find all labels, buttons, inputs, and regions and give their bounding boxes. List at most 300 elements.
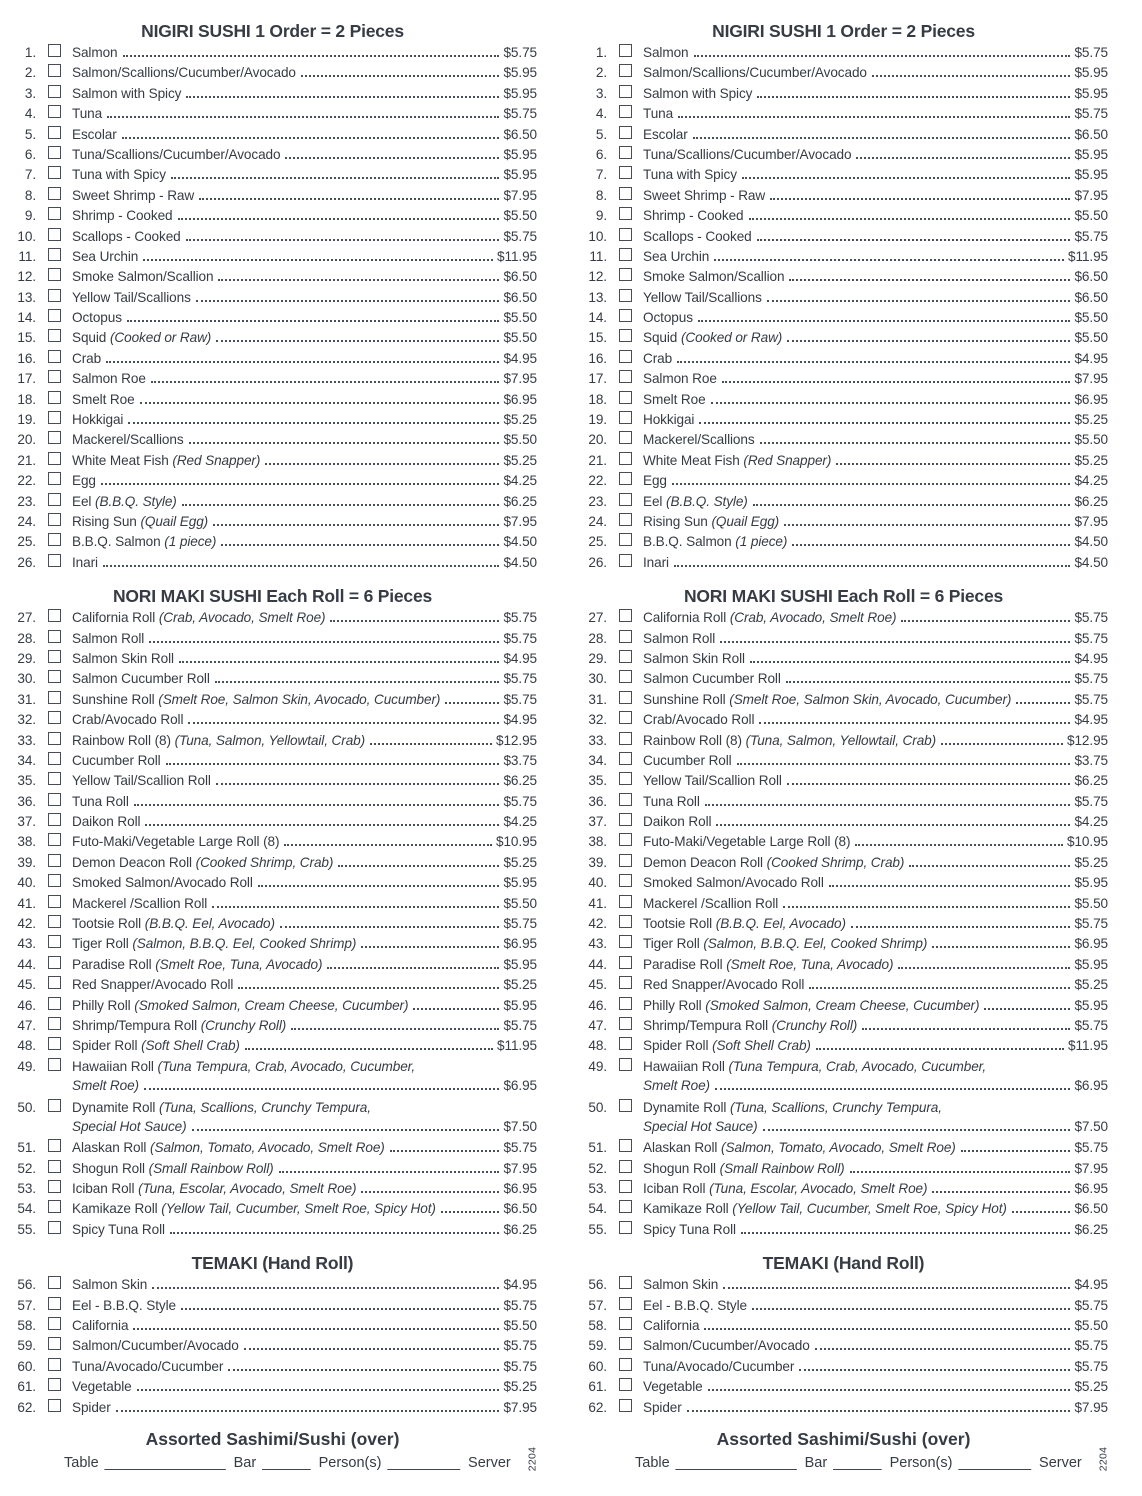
item-checkbox[interactable] — [48, 228, 61, 241]
item-checkbox[interactable] — [48, 874, 61, 887]
item-name: Shrimp - Cooked — [72, 208, 173, 224]
item-checkbox[interactable] — [619, 1276, 632, 1289]
item-checkbox[interactable] — [48, 187, 61, 200]
item-checkbox[interactable] — [619, 833, 632, 846]
item-checkbox[interactable] — [48, 772, 61, 785]
item-label — [72, 127, 117, 142]
item-checkbox[interactable] — [48, 472, 61, 485]
item-number: 36. — [588, 793, 607, 809]
item-checkbox[interactable] — [48, 126, 61, 139]
item-checkbox[interactable] — [619, 431, 632, 444]
item-number: 5. — [595, 126, 607, 142]
item-checkbox[interactable] — [619, 752, 632, 765]
menu-item-row — [8, 1276, 537, 1296]
item-checkbox[interactable] — [48, 329, 61, 342]
item-name: Sweet Shrimp - Raw — [643, 187, 766, 203]
item-note: (Salmon, Tomato, Avocado, Smelt Roe) — [721, 1140, 956, 1156]
item-checkbox[interactable] — [619, 772, 632, 785]
item-checkbox[interactable] — [48, 370, 61, 383]
item-checkbox[interactable] — [619, 1297, 632, 1310]
order-field-blank[interactable]: _______________ — [104, 1455, 226, 1471]
item-label — [72, 692, 440, 707]
item-checkbox[interactable] — [48, 915, 61, 928]
item-label — [643, 330, 782, 345]
item-name: Salmon — [643, 45, 689, 60]
item-checkbox[interactable] — [48, 956, 61, 969]
item-name: White Meat Fish — [643, 452, 740, 468]
item-label — [643, 773, 782, 788]
dotted-leader — [107, 116, 499, 118]
menu-item-row — [579, 630, 1108, 650]
item-checkbox[interactable] — [48, 1037, 61, 1050]
item-price: $6.95 — [1074, 1078, 1108, 1094]
dotted-leader — [140, 402, 500, 404]
item-checkbox[interactable] — [619, 691, 632, 704]
item-number: 42. — [588, 916, 607, 932]
item-checkbox[interactable] — [48, 732, 61, 745]
item-checkbox[interactable] — [619, 166, 632, 179]
section-title: NORI MAKI SUSHI Each Roll = 6 Pieces — [683, 586, 1004, 607]
item-checkbox[interactable] — [619, 1399, 632, 1412]
section-title: NORI MAKI SUSHI Each Roll = 6 Pieces — [112, 586, 433, 607]
item-checkbox[interactable] — [48, 513, 61, 526]
item-checkbox[interactable] — [48, 813, 61, 826]
item-checkbox[interactable] — [48, 711, 61, 724]
item-checkbox[interactable] — [48, 207, 61, 220]
item-price: $5.25 — [503, 854, 537, 870]
item-label — [72, 249, 138, 264]
item-name: Salmon Cucumber Roll — [72, 671, 210, 687]
item-number: 38. — [588, 834, 607, 850]
menu-item-row — [8, 350, 537, 370]
item-name: Salmon Roll — [643, 630, 716, 646]
item-price: $11.95 — [1068, 248, 1108, 264]
item-note: (Soft Shell Crab) — [141, 1038, 240, 1054]
item-price: $5.50 — [1074, 330, 1108, 346]
dotted-leader — [705, 804, 1071, 806]
item-checkbox[interactable] — [48, 1017, 61, 1030]
order-field-blank[interactable]: ______ — [833, 1455, 882, 1471]
item-note-continued: Smelt Roe) — [72, 1078, 139, 1094]
item-label — [643, 1359, 794, 1374]
item-checkbox[interactable] — [619, 732, 632, 745]
menu-item-row — [579, 670, 1108, 690]
item-checkbox[interactable] — [48, 146, 61, 159]
item-label — [72, 794, 129, 809]
item-checkbox[interactable] — [619, 793, 632, 806]
item-checkbox[interactable] — [48, 64, 61, 77]
item-checkbox[interactable] — [619, 895, 632, 908]
item-name: Inari — [72, 554, 98, 570]
dotted-leader — [144, 1088, 499, 1090]
item-price: $3.75 — [1074, 752, 1108, 768]
menu-item-row — [579, 813, 1108, 833]
item-note: (Cooked Shrimp, Crab) — [195, 854, 334, 870]
dotted-leader — [361, 1191, 499, 1193]
item-name: Tuna/Avocado/Cucumber — [643, 1358, 795, 1374]
item-checkbox[interactable] — [48, 411, 61, 424]
dotted-leader — [693, 137, 1071, 139]
item-checkbox[interactable] — [48, 1160, 61, 1173]
item-number: 62. — [17, 1399, 36, 1415]
item-price: $5.50 — [1074, 208, 1108, 224]
dotted-leader — [327, 967, 499, 969]
item-price: $5.75 — [1074, 691, 1108, 707]
item-checkbox[interactable] — [619, 472, 632, 485]
item-name: Shogun Roll — [72, 1160, 145, 1176]
item-price: $3.75 — [503, 752, 537, 768]
item-note: (Salmon, Tomato, Avocado, Smelt Roe) — [150, 1140, 385, 1156]
item-number: 41. — [17, 895, 36, 911]
item-note: (Tuna, Salmon, Yellowtail, Crab) — [174, 732, 366, 748]
item-number: 48. — [588, 1038, 607, 1054]
item-label — [72, 1059, 415, 1074]
item-checkbox[interactable] — [48, 609, 61, 622]
item-checkbox[interactable] — [48, 997, 61, 1010]
item-price: $7.50 — [1074, 1118, 1108, 1134]
item-checkbox[interactable] — [619, 411, 632, 424]
item-name: Escolar — [72, 126, 117, 142]
item-checkbox[interactable] — [619, 1160, 632, 1173]
item-name: Salmon with Spicy — [643, 85, 753, 101]
item-price: $5.75 — [1074, 671, 1108, 687]
menu-item-row — [579, 289, 1108, 309]
menu-item-row — [579, 452, 1108, 472]
item-label — [643, 106, 673, 121]
item-checkbox[interactable] — [619, 1017, 632, 1030]
item-number: 52. — [17, 1160, 36, 1176]
item-price: $5.95 — [1074, 146, 1108, 162]
item-number: 35. — [17, 773, 36, 789]
menu-item-row — [8, 935, 537, 955]
item-checkbox[interactable] — [48, 1276, 61, 1289]
dotted-leader — [123, 55, 500, 57]
item-checkbox[interactable] — [48, 854, 61, 867]
dotted-leader — [245, 1048, 493, 1050]
menu-item-row — [8, 187, 537, 207]
item-checkbox[interactable] — [48, 1180, 61, 1193]
item-name: Salmon Skin Roll — [72, 650, 174, 666]
item-number: 13. — [17, 289, 36, 305]
menu-item-row — [8, 452, 537, 472]
item-name: Octopus — [72, 310, 122, 326]
item-checkbox[interactable] — [48, 1337, 61, 1350]
menu-item-row — [8, 833, 537, 853]
dotted-leader — [390, 1150, 500, 1152]
item-checkbox[interactable] — [48, 452, 61, 465]
menu-item-row — [8, 874, 537, 894]
menu-item-row — [8, 1037, 537, 1057]
item-price: $5.75 — [1074, 45, 1108, 60]
item-number: 27. — [17, 610, 36, 626]
dotted-leader — [716, 824, 1070, 826]
item-checkbox[interactable] — [619, 370, 632, 383]
dotted-leader — [238, 987, 499, 989]
item-checkbox[interactable] — [619, 329, 632, 342]
section-title: TEMAKI (Hand Roll) — [191, 1253, 354, 1274]
dotted-leader — [122, 137, 500, 139]
item-checkbox[interactable] — [48, 650, 61, 663]
item-price: $4.25 — [503, 814, 537, 830]
dotted-leader — [749, 218, 1071, 220]
item-number: 18. — [588, 391, 607, 407]
item-price: $7.95 — [503, 371, 537, 387]
menu-item-row — [579, 228, 1108, 248]
item-name: California Roll — [72, 610, 156, 626]
item-price: $6.25 — [503, 1221, 537, 1237]
item-checkbox[interactable] — [48, 1378, 61, 1391]
item-number: 22. — [17, 473, 36, 489]
item-checkbox[interactable] — [48, 248, 61, 261]
item-checkbox[interactable] — [48, 85, 61, 98]
item-checkbox[interactable] — [48, 431, 61, 444]
menu-item-row — [8, 64, 537, 84]
item-label — [72, 1379, 132, 1394]
item-price: $6.50 — [1074, 269, 1108, 285]
item-label — [643, 229, 752, 244]
item-checkbox[interactable] — [48, 1099, 61, 1112]
dotted-leader — [836, 463, 1070, 465]
item-label — [72, 916, 275, 931]
item-number: 45. — [17, 977, 36, 993]
item-label — [72, 1359, 223, 1374]
item-checkbox[interactable] — [48, 44, 61, 57]
item-price: $5.75 — [1074, 916, 1108, 932]
item-checkbox[interactable] — [619, 554, 632, 567]
item-checkbox[interactable] — [48, 554, 61, 567]
item-checkbox[interactable] — [619, 1337, 632, 1350]
item-price: $5.75 — [503, 610, 537, 626]
item-note: (Crab, Avocado, Smelt Roe) — [158, 610, 326, 626]
item-name: Scallops - Cooked — [643, 228, 752, 244]
item-checkbox[interactable] — [619, 533, 632, 546]
item-note: (Cooked Shrimp, Crab) — [766, 854, 905, 870]
menu-item-row — [8, 513, 537, 533]
item-name: Vegetable — [72, 1379, 132, 1395]
item-checkbox[interactable] — [619, 874, 632, 887]
item-checkbox[interactable] — [619, 1358, 632, 1371]
item-checkbox[interactable] — [619, 207, 632, 220]
item-number: 46. — [17, 997, 36, 1013]
item-checkbox[interactable] — [48, 1358, 61, 1371]
item-checkbox[interactable] — [619, 711, 632, 724]
item-price: $6.50 — [1074, 1201, 1108, 1217]
item-checkbox[interactable] — [619, 452, 632, 465]
item-name: Eel — [72, 493, 92, 509]
item-name: Red Snapper/Avocado Roll — [643, 977, 805, 993]
item-checkbox[interactable] — [48, 670, 61, 683]
item-price: $5.75 — [1074, 1297, 1108, 1313]
item-price: $5.50 — [503, 895, 537, 911]
item-checkbox[interactable] — [619, 1180, 632, 1193]
item-checkbox[interactable] — [619, 126, 632, 139]
item-checkbox[interactable] — [619, 268, 632, 281]
item-checkbox[interactable] — [48, 391, 61, 404]
item-checkbox[interactable] — [619, 935, 632, 948]
menu-item-row — [579, 1099, 1108, 1119]
item-checkbox[interactable] — [48, 350, 61, 363]
item-label — [643, 494, 748, 509]
menu-item-row — [579, 411, 1108, 431]
menu-item-row — [579, 85, 1108, 105]
item-checkbox[interactable] — [48, 793, 61, 806]
item-label — [643, 1338, 810, 1353]
item-checkbox[interactable] — [619, 64, 632, 77]
item-checkbox[interactable] — [619, 350, 632, 363]
item-checkbox[interactable] — [619, 609, 632, 622]
item-name: Crab — [72, 350, 102, 366]
item-checkbox[interactable] — [48, 493, 61, 506]
item-label — [643, 1140, 956, 1155]
item-name: Rising Sun — [72, 513, 137, 529]
item-note: (Red Snapper) — [172, 452, 261, 468]
item-checkbox[interactable] — [619, 391, 632, 404]
dotted-leader — [370, 743, 492, 745]
item-checkbox[interactable] — [48, 752, 61, 765]
order-field-label-table: Table — [635, 1455, 670, 1471]
item-checkbox[interactable] — [619, 915, 632, 928]
menu-column-right — [571, 0, 1142, 1496]
section-title: NIGIRI SUSHI 1 Order = 2 Pieces — [141, 21, 404, 41]
item-checkbox[interactable] — [619, 228, 632, 241]
item-number: 25. — [588, 534, 607, 550]
item-label — [72, 65, 296, 80]
dotted-leader — [752, 1308, 1071, 1310]
item-checkbox[interactable] — [619, 187, 632, 200]
item-label — [643, 834, 850, 849]
item-number: 51. — [17, 1140, 36, 1156]
item-name: Dynamite Roll — [72, 1099, 156, 1115]
item-note: (Quail Egg) — [711, 513, 780, 529]
dotted-leader — [722, 381, 1071, 383]
order-field-blank[interactable]: ______ — [262, 1455, 311, 1471]
item-checkbox[interactable] — [619, 630, 632, 643]
item-name: Tuna with Spicy — [72, 167, 166, 183]
item-checkbox[interactable] — [619, 1037, 632, 1050]
item-checkbox[interactable] — [619, 309, 632, 322]
item-name: B.B.Q. Salmon — [72, 534, 161, 550]
item-price: $5.25 — [1074, 977, 1108, 993]
item-checkbox[interactable] — [619, 1221, 632, 1234]
item-price: $5.50 — [1074, 310, 1108, 326]
order-field-blank[interactable]: _________ — [958, 1455, 1032, 1471]
item-number: 23. — [17, 493, 36, 509]
item-checkbox[interactable] — [48, 895, 61, 908]
menu-item-row — [579, 854, 1108, 874]
item-label — [643, 371, 717, 386]
section-title: NIGIRI SUSHI 1 Order = 2 Pieces — [712, 21, 975, 41]
item-checkbox[interactable] — [48, 630, 61, 643]
item-checkbox[interactable] — [619, 146, 632, 159]
item-label — [643, 753, 732, 768]
item-checkbox[interactable] — [48, 691, 61, 704]
item-name: Mackerel /Scallion Roll — [643, 895, 779, 911]
item-checkbox[interactable] — [48, 1317, 61, 1330]
item-name: Hawaiian Roll — [643, 1058, 725, 1074]
item-checkbox[interactable] — [619, 1058, 632, 1071]
item-checkbox[interactable] — [619, 493, 632, 506]
item-checkbox[interactable] — [619, 976, 632, 989]
dotted-leader — [723, 1287, 1070, 1289]
item-checkbox[interactable] — [619, 854, 632, 867]
item-checkbox[interactable] — [48, 1297, 61, 1310]
menu-item-row — [8, 391, 537, 411]
dotted-leader — [672, 483, 1071, 485]
item-checkbox[interactable] — [48, 1221, 61, 1234]
dotted-leader — [244, 1348, 500, 1350]
item-number: 38. — [17, 834, 36, 850]
item-number: 61. — [588, 1379, 607, 1395]
menu-item-row — [579, 793, 1108, 813]
item-checkbox[interactable] — [619, 650, 632, 663]
item-number: 55. — [588, 1221, 607, 1237]
item-list — [8, 1276, 537, 1419]
item-note: (Small Rainbow Roll) — [719, 1160, 845, 1176]
menu-section — [8, 21, 537, 574]
item-checkbox[interactable] — [619, 956, 632, 969]
item-checkbox[interactable] — [619, 670, 632, 683]
item-checkbox[interactable] — [619, 997, 632, 1010]
item-checkbox[interactable] — [48, 833, 61, 846]
item-checkbox[interactable] — [619, 105, 632, 118]
item-checkbox[interactable] — [619, 1317, 632, 1330]
item-note: (Crab, Avocado, Smelt Roe) — [729, 610, 897, 626]
item-checkbox[interactable] — [619, 1200, 632, 1213]
item-checkbox[interactable] — [619, 85, 632, 98]
menu-item-row — [8, 472, 537, 492]
item-price: $5.75 — [1074, 610, 1108, 626]
item-name: Squid — [643, 330, 678, 346]
item-checkbox[interactable] — [48, 533, 61, 546]
item-checkbox[interactable] — [48, 289, 61, 302]
item-checkbox[interactable] — [48, 268, 61, 281]
item-note: (Smelt Roe, Tuna, Avocado) — [726, 956, 894, 972]
item-number: 24. — [588, 513, 607, 529]
item-checkbox[interactable] — [48, 1139, 61, 1152]
order-field-blank[interactable]: _______________ — [675, 1455, 797, 1471]
item-checkbox[interactable] — [48, 1058, 61, 1071]
item-checkbox[interactable] — [619, 1139, 632, 1152]
item-note: (Crunchy Roll) — [200, 1017, 287, 1033]
item-checkbox[interactable] — [48, 309, 61, 322]
item-checkbox[interactable] — [619, 289, 632, 302]
item-price: $5.25 — [503, 1379, 537, 1395]
order-field-blank[interactable]: _________ — [387, 1455, 461, 1471]
dotted-leader — [196, 300, 500, 302]
item-checkbox[interactable] — [48, 976, 61, 989]
item-checkbox[interactable] — [48, 1399, 61, 1412]
item-checkbox[interactable] — [48, 166, 61, 179]
item-checkbox[interactable] — [619, 1378, 632, 1391]
menu-section — [579, 1253, 1108, 1419]
item-checkbox[interactable] — [48, 935, 61, 948]
item-checkbox[interactable] — [619, 513, 632, 526]
item-label — [643, 1181, 927, 1196]
menu-item-row — [579, 350, 1108, 370]
item-checkbox[interactable] — [619, 813, 632, 826]
item-checkbox[interactable] — [48, 1200, 61, 1213]
item-price: $5.75 — [503, 1297, 537, 1313]
item-label — [643, 1059, 986, 1074]
item-checkbox[interactable] — [48, 105, 61, 118]
menu-section — [579, 586, 1108, 1241]
item-label — [72, 371, 146, 386]
item-number: 44. — [588, 956, 607, 972]
item-checkbox[interactable] — [619, 248, 632, 261]
dotted-leader — [872, 75, 1071, 77]
item-checkbox[interactable] — [619, 1099, 632, 1112]
item-checkbox[interactable] — [619, 44, 632, 57]
